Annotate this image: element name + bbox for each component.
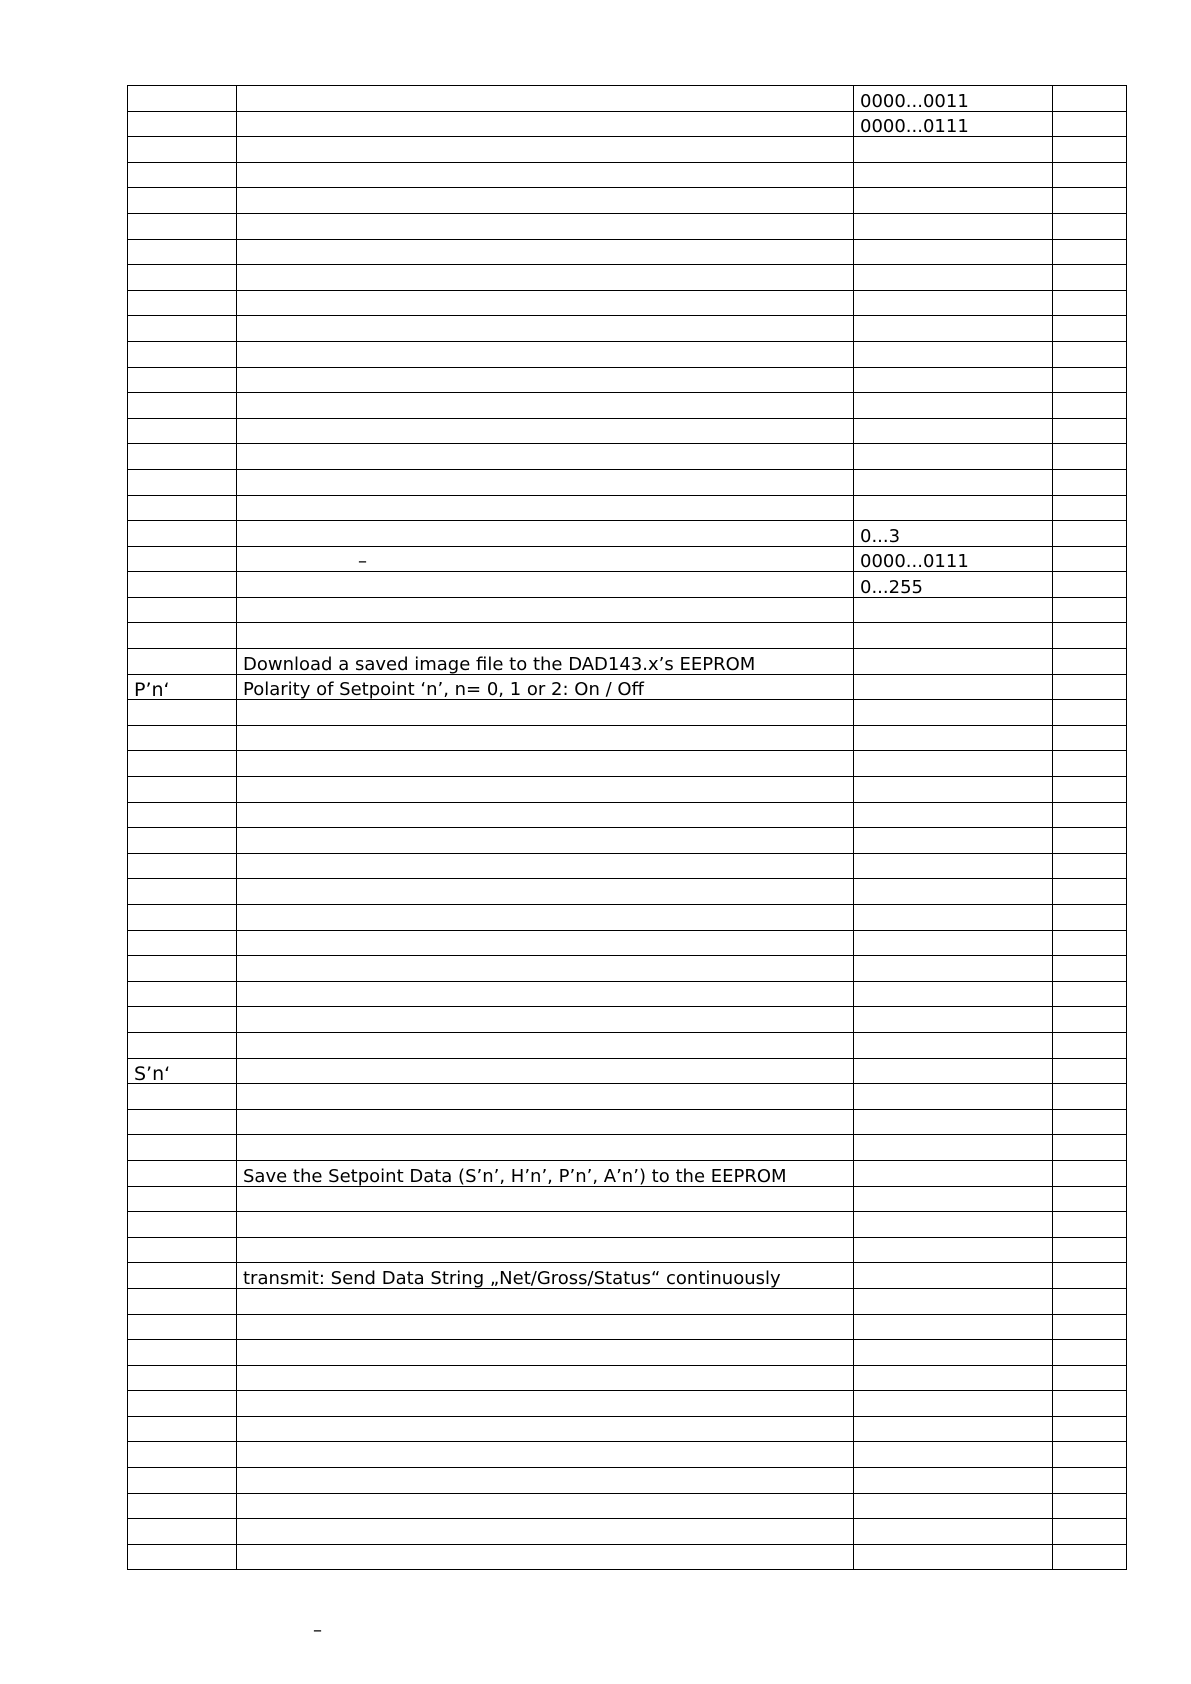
table-row: [128, 572, 1127, 598]
table-row: [128, 1493, 1127, 1519]
table-row: [128, 725, 1127, 751]
description-cell: [237, 1288, 854, 1314]
range-cell: [854, 213, 1053, 239]
range-cell: [854, 1340, 1053, 1366]
command-cell: [128, 700, 237, 726]
range-cell: [854, 674, 1053, 700]
table-row: [128, 700, 1127, 726]
command-cell: [128, 162, 237, 188]
description-cell: [237, 828, 854, 854]
range-cell: [854, 1288, 1053, 1314]
table-row: [128, 316, 1127, 342]
range-cell: [854, 1442, 1053, 1468]
command-cell: [128, 1391, 237, 1417]
range-cell: [854, 956, 1053, 982]
command-cell: [128, 981, 237, 1007]
command-cell: [128, 1340, 237, 1366]
table-row: [128, 137, 1127, 163]
description-cell: [237, 1493, 854, 1519]
description-cell: [237, 393, 854, 419]
extra-cell: [1053, 623, 1127, 649]
range-cell: [854, 1007, 1053, 1033]
description-cell: [237, 981, 854, 1007]
description-cell: [237, 777, 854, 803]
range-cell: [854, 1109, 1053, 1135]
command-cell: [128, 546, 237, 572]
description-cell: [237, 162, 854, 188]
command-cell: [128, 188, 237, 214]
description-cell: [237, 495, 854, 521]
extra-cell: [1053, 1212, 1127, 1238]
command-cell: [128, 1416, 237, 1442]
extra-cell: [1053, 1416, 1127, 1442]
extra-cell: [1053, 1391, 1127, 1417]
range-cell: [854, 1263, 1053, 1289]
range-cell: [854, 1365, 1053, 1391]
table-row: [128, 828, 1127, 854]
extra-cell: [1053, 367, 1127, 393]
range-cell: 0...255: [854, 572, 1053, 598]
description-cell: [237, 213, 854, 239]
description-cell: [237, 341, 854, 367]
extra-cell: [1053, 956, 1127, 982]
range-cell: [854, 418, 1053, 444]
description-cell: [237, 265, 854, 291]
description-cell: –: [237, 546, 854, 572]
extra-cell: [1053, 188, 1127, 214]
extra-cell: [1053, 751, 1127, 777]
table-row: [128, 930, 1127, 956]
range-cell: 0000...0011: [854, 86, 1053, 112]
command-cell: [128, 725, 237, 751]
extra-cell: [1053, 649, 1127, 675]
command-cell: S’n‘: [128, 1058, 237, 1084]
description-cell: [237, 572, 854, 598]
range-cell: [854, 597, 1053, 623]
range-cell: [854, 649, 1053, 675]
extra-cell: [1053, 572, 1127, 598]
command-cell: [128, 1468, 237, 1494]
description-cell: [237, 802, 854, 828]
extra-cell: [1053, 828, 1127, 854]
command-cell: [128, 1212, 237, 1238]
description-cell: [237, 469, 854, 495]
command-cell: [128, 86, 237, 112]
command-cell: [128, 1544, 237, 1570]
table-row: [128, 469, 1127, 495]
table-row: [128, 239, 1127, 265]
description-cell: [237, 879, 854, 905]
table-row: [128, 674, 1127, 700]
description-cell: [237, 597, 854, 623]
command-cell: [128, 802, 237, 828]
extra-cell: [1053, 1032, 1127, 1058]
description-cell: [237, 418, 854, 444]
range-cell: [854, 751, 1053, 777]
extra-cell: [1053, 137, 1127, 163]
extra-cell: [1053, 1186, 1127, 1212]
description-cell: [237, 1468, 854, 1494]
table-row: [128, 162, 1127, 188]
range-cell: [854, 879, 1053, 905]
command-cell: [128, 751, 237, 777]
range-cell: 0...3: [854, 521, 1053, 547]
command-cell: [128, 1263, 237, 1289]
description-cell: [237, 367, 854, 393]
command-cell: [128, 1084, 237, 1110]
extra-cell: [1053, 1263, 1127, 1289]
table-row: [128, 265, 1127, 291]
range-cell: [854, 930, 1053, 956]
extra-cell: [1053, 1365, 1127, 1391]
range-cell: [854, 981, 1053, 1007]
table-row: [128, 802, 1127, 828]
command-cell: [128, 828, 237, 854]
description-cell: [237, 1442, 854, 1468]
description-cell: [237, 1135, 854, 1161]
extra-cell: [1053, 725, 1127, 751]
command-cell: [128, 853, 237, 879]
description-cell: [237, 1519, 854, 1545]
range-cell: [854, 1084, 1053, 1110]
extra-cell: [1053, 265, 1127, 291]
extra-cell: [1053, 341, 1127, 367]
range-cell: [854, 1135, 1053, 1161]
command-cell: [128, 1135, 237, 1161]
command-cell: [128, 879, 237, 905]
extra-cell: [1053, 418, 1127, 444]
command-cell: [128, 111, 237, 137]
range-cell: [854, 1416, 1053, 1442]
description-cell: [237, 1237, 854, 1263]
table-row: [128, 956, 1127, 982]
table-row: [128, 188, 1127, 214]
range-cell: [854, 393, 1053, 419]
range-cell: [854, 1237, 1053, 1263]
table-row: [128, 495, 1127, 521]
range-cell: [854, 367, 1053, 393]
table-row: [128, 546, 1127, 572]
table-row: [128, 213, 1127, 239]
table-row: [128, 1416, 1127, 1442]
extra-cell: [1053, 700, 1127, 726]
table-row: [128, 1391, 1127, 1417]
extra-cell: [1053, 1109, 1127, 1135]
command-cell: [128, 572, 237, 598]
command-cell: [128, 623, 237, 649]
description-cell: [237, 930, 854, 956]
range-cell: [854, 802, 1053, 828]
range-cell: [854, 853, 1053, 879]
table-row: [128, 1468, 1127, 1494]
extra-cell: [1053, 316, 1127, 342]
extra-cell: [1053, 469, 1127, 495]
range-cell: 0000...0111: [854, 546, 1053, 572]
extra-cell: [1053, 674, 1127, 700]
range-cell: [854, 1519, 1053, 1545]
table-row: [128, 1544, 1127, 1570]
table-row: [128, 1288, 1127, 1314]
table-row: [128, 444, 1127, 470]
table-row: [128, 879, 1127, 905]
table-row: [128, 1442, 1127, 1468]
table-row: [128, 1314, 1127, 1340]
description-cell: [237, 1109, 854, 1135]
range-cell: [854, 1160, 1053, 1186]
range-cell: [854, 495, 1053, 521]
command-cell: [128, 930, 237, 956]
description-cell: [237, 111, 854, 137]
range-cell: [854, 623, 1053, 649]
table-row: [128, 1007, 1127, 1033]
description-cell: [237, 86, 854, 112]
extra-cell: [1053, 393, 1127, 419]
command-cell: [128, 956, 237, 982]
table-row: [128, 1186, 1127, 1212]
table-row: [128, 1237, 1127, 1263]
description-cell: [237, 1340, 854, 1366]
description-cell: Download a saved image file to the DAD143.x’s EEPROM: [237, 649, 854, 675]
command-cell: [128, 418, 237, 444]
description-cell: [237, 1186, 854, 1212]
extra-cell: [1053, 546, 1127, 572]
range-cell: [854, 1032, 1053, 1058]
range-cell: [854, 316, 1053, 342]
description-cell: [237, 905, 854, 931]
range-cell: [854, 1186, 1053, 1212]
extra-cell: [1053, 1288, 1127, 1314]
extra-cell: [1053, 1340, 1127, 1366]
table-row: [128, 1109, 1127, 1135]
extra-cell: [1053, 111, 1127, 137]
description-cell: [237, 239, 854, 265]
command-cell: P’n‘: [128, 674, 237, 700]
range-cell: [854, 290, 1053, 316]
description-cell: [237, 188, 854, 214]
command-cell: [128, 137, 237, 163]
description-cell: [237, 444, 854, 470]
table-row: [128, 1365, 1127, 1391]
command-cell: [128, 316, 237, 342]
description-cell: [237, 316, 854, 342]
range-cell: [854, 1468, 1053, 1494]
command-cell: [128, 1109, 237, 1135]
extra-cell: [1053, 1314, 1127, 1340]
table-row: [128, 623, 1127, 649]
table-row: [128, 853, 1127, 879]
table-row: [128, 1032, 1127, 1058]
description-cell: [237, 725, 854, 751]
command-cell: [128, 1160, 237, 1186]
command-cell: [128, 1442, 237, 1468]
command-cell: [128, 444, 237, 470]
description-cell: [237, 1007, 854, 1033]
table-row: [128, 1212, 1127, 1238]
description-cell: Polarity of Setpoint ‘n’, n= 0, 1 or 2: On / Off: [237, 674, 854, 700]
table-row: [128, 777, 1127, 803]
extra-cell: [1053, 521, 1127, 547]
table-row: [128, 1084, 1127, 1110]
table-row: [128, 905, 1127, 931]
extra-cell: [1053, 1519, 1127, 1545]
range-cell: [854, 341, 1053, 367]
range-cell: [854, 1058, 1053, 1084]
extra-cell: [1053, 1544, 1127, 1570]
command-cell: [128, 777, 237, 803]
command-cell: [128, 290, 237, 316]
range-cell: [854, 700, 1053, 726]
command-cell: [128, 265, 237, 291]
range-cell: [854, 1314, 1053, 1340]
table-row: [128, 597, 1127, 623]
extra-cell: [1053, 1084, 1127, 1110]
table-row: [128, 418, 1127, 444]
extra-cell: [1053, 1007, 1127, 1033]
description-cell: [237, 1544, 854, 1570]
table-row: [128, 111, 1127, 137]
description-cell: [237, 137, 854, 163]
footer-dash: –: [313, 1620, 322, 1641]
description-cell: transmit: Send Data String „Net/Gross/Status“ continuously: [237, 1263, 854, 1289]
command-cell: [128, 367, 237, 393]
command-cell: [128, 521, 237, 547]
command-cell: [128, 1032, 237, 1058]
command-cell: [128, 1288, 237, 1314]
description-cell: [237, 1365, 854, 1391]
command-cell: [128, 905, 237, 931]
description-cell: [237, 751, 854, 777]
command-cell: [128, 469, 237, 495]
table-row: [128, 1058, 1127, 1084]
extra-cell: [1053, 777, 1127, 803]
extra-cell: [1053, 981, 1127, 1007]
table-row: [128, 1519, 1127, 1545]
description-cell: [237, 853, 854, 879]
table-row: [128, 1263, 1127, 1289]
table-row: [128, 86, 1127, 112]
range-cell: [854, 265, 1053, 291]
description-cell: [237, 521, 854, 547]
extra-cell: [1053, 1493, 1127, 1519]
extra-cell: [1053, 1160, 1127, 1186]
range-cell: [854, 162, 1053, 188]
table-row: [128, 521, 1127, 547]
extra-cell: [1053, 213, 1127, 239]
command-cell: [128, 239, 237, 265]
command-cell: [128, 1365, 237, 1391]
command-cell: [128, 341, 237, 367]
range-cell: [854, 905, 1053, 931]
extra-cell: [1053, 1468, 1127, 1494]
description-cell: Save the Setpoint Data (S’n’, H’n’, P’n’, A’n’) to the EEPROM: [237, 1160, 854, 1186]
description-cell: [237, 700, 854, 726]
table-row: [128, 1135, 1127, 1161]
range-cell: [854, 444, 1053, 470]
table-row: [128, 751, 1127, 777]
table-row: [128, 290, 1127, 316]
description-cell: [237, 290, 854, 316]
table-row: [128, 341, 1127, 367]
description-cell: [237, 1212, 854, 1238]
description-cell: [237, 1314, 854, 1340]
range-cell: [854, 1391, 1053, 1417]
table-row: [128, 367, 1127, 393]
table-row: [128, 1160, 1127, 1186]
description-cell: [237, 956, 854, 982]
command-cell: [128, 1519, 237, 1545]
extra-cell: [1053, 444, 1127, 470]
command-cell: [128, 1237, 237, 1263]
command-cell: [128, 495, 237, 521]
command-cell: [128, 1186, 237, 1212]
range-cell: [854, 1212, 1053, 1238]
range-cell: [854, 188, 1053, 214]
range-cell: [854, 1544, 1053, 1570]
extra-cell: [1053, 1237, 1127, 1263]
extra-cell: [1053, 162, 1127, 188]
extra-cell: [1053, 930, 1127, 956]
description-cell: [237, 1416, 854, 1442]
table-row: [128, 393, 1127, 419]
extra-cell: [1053, 1135, 1127, 1161]
description-cell: [237, 1058, 854, 1084]
extra-cell: [1053, 802, 1127, 828]
range-cell: [854, 1493, 1053, 1519]
extra-cell: [1053, 879, 1127, 905]
description-cell: [237, 1391, 854, 1417]
range-cell: [854, 725, 1053, 751]
range-cell: [854, 828, 1053, 854]
range-cell: [854, 777, 1053, 803]
command-cell: [128, 597, 237, 623]
extra-cell: [1053, 1442, 1127, 1468]
command-cell: [128, 649, 237, 675]
command-cell: [128, 1493, 237, 1519]
command-cell: [128, 213, 237, 239]
extra-cell: [1053, 1058, 1127, 1084]
description-cell: [237, 623, 854, 649]
range-cell: [854, 239, 1053, 265]
description-cell: [237, 1032, 854, 1058]
table-row: [128, 649, 1127, 675]
range-cell: [854, 469, 1053, 495]
command-cell: [128, 1007, 237, 1033]
range-cell: 0000...0111: [854, 111, 1053, 137]
table-row: [128, 981, 1127, 1007]
description-cell: [237, 1084, 854, 1110]
extra-cell: [1053, 495, 1127, 521]
range-cell: [854, 137, 1053, 163]
extra-cell: [1053, 597, 1127, 623]
extra-cell: [1053, 905, 1127, 931]
command-cell: [128, 1314, 237, 1340]
command-table: [127, 85, 1127, 1570]
table-row: [128, 1340, 1127, 1366]
extra-cell: [1053, 239, 1127, 265]
extra-cell: [1053, 853, 1127, 879]
command-cell: [128, 393, 237, 419]
extra-cell: [1053, 290, 1127, 316]
extra-cell: [1053, 86, 1127, 112]
